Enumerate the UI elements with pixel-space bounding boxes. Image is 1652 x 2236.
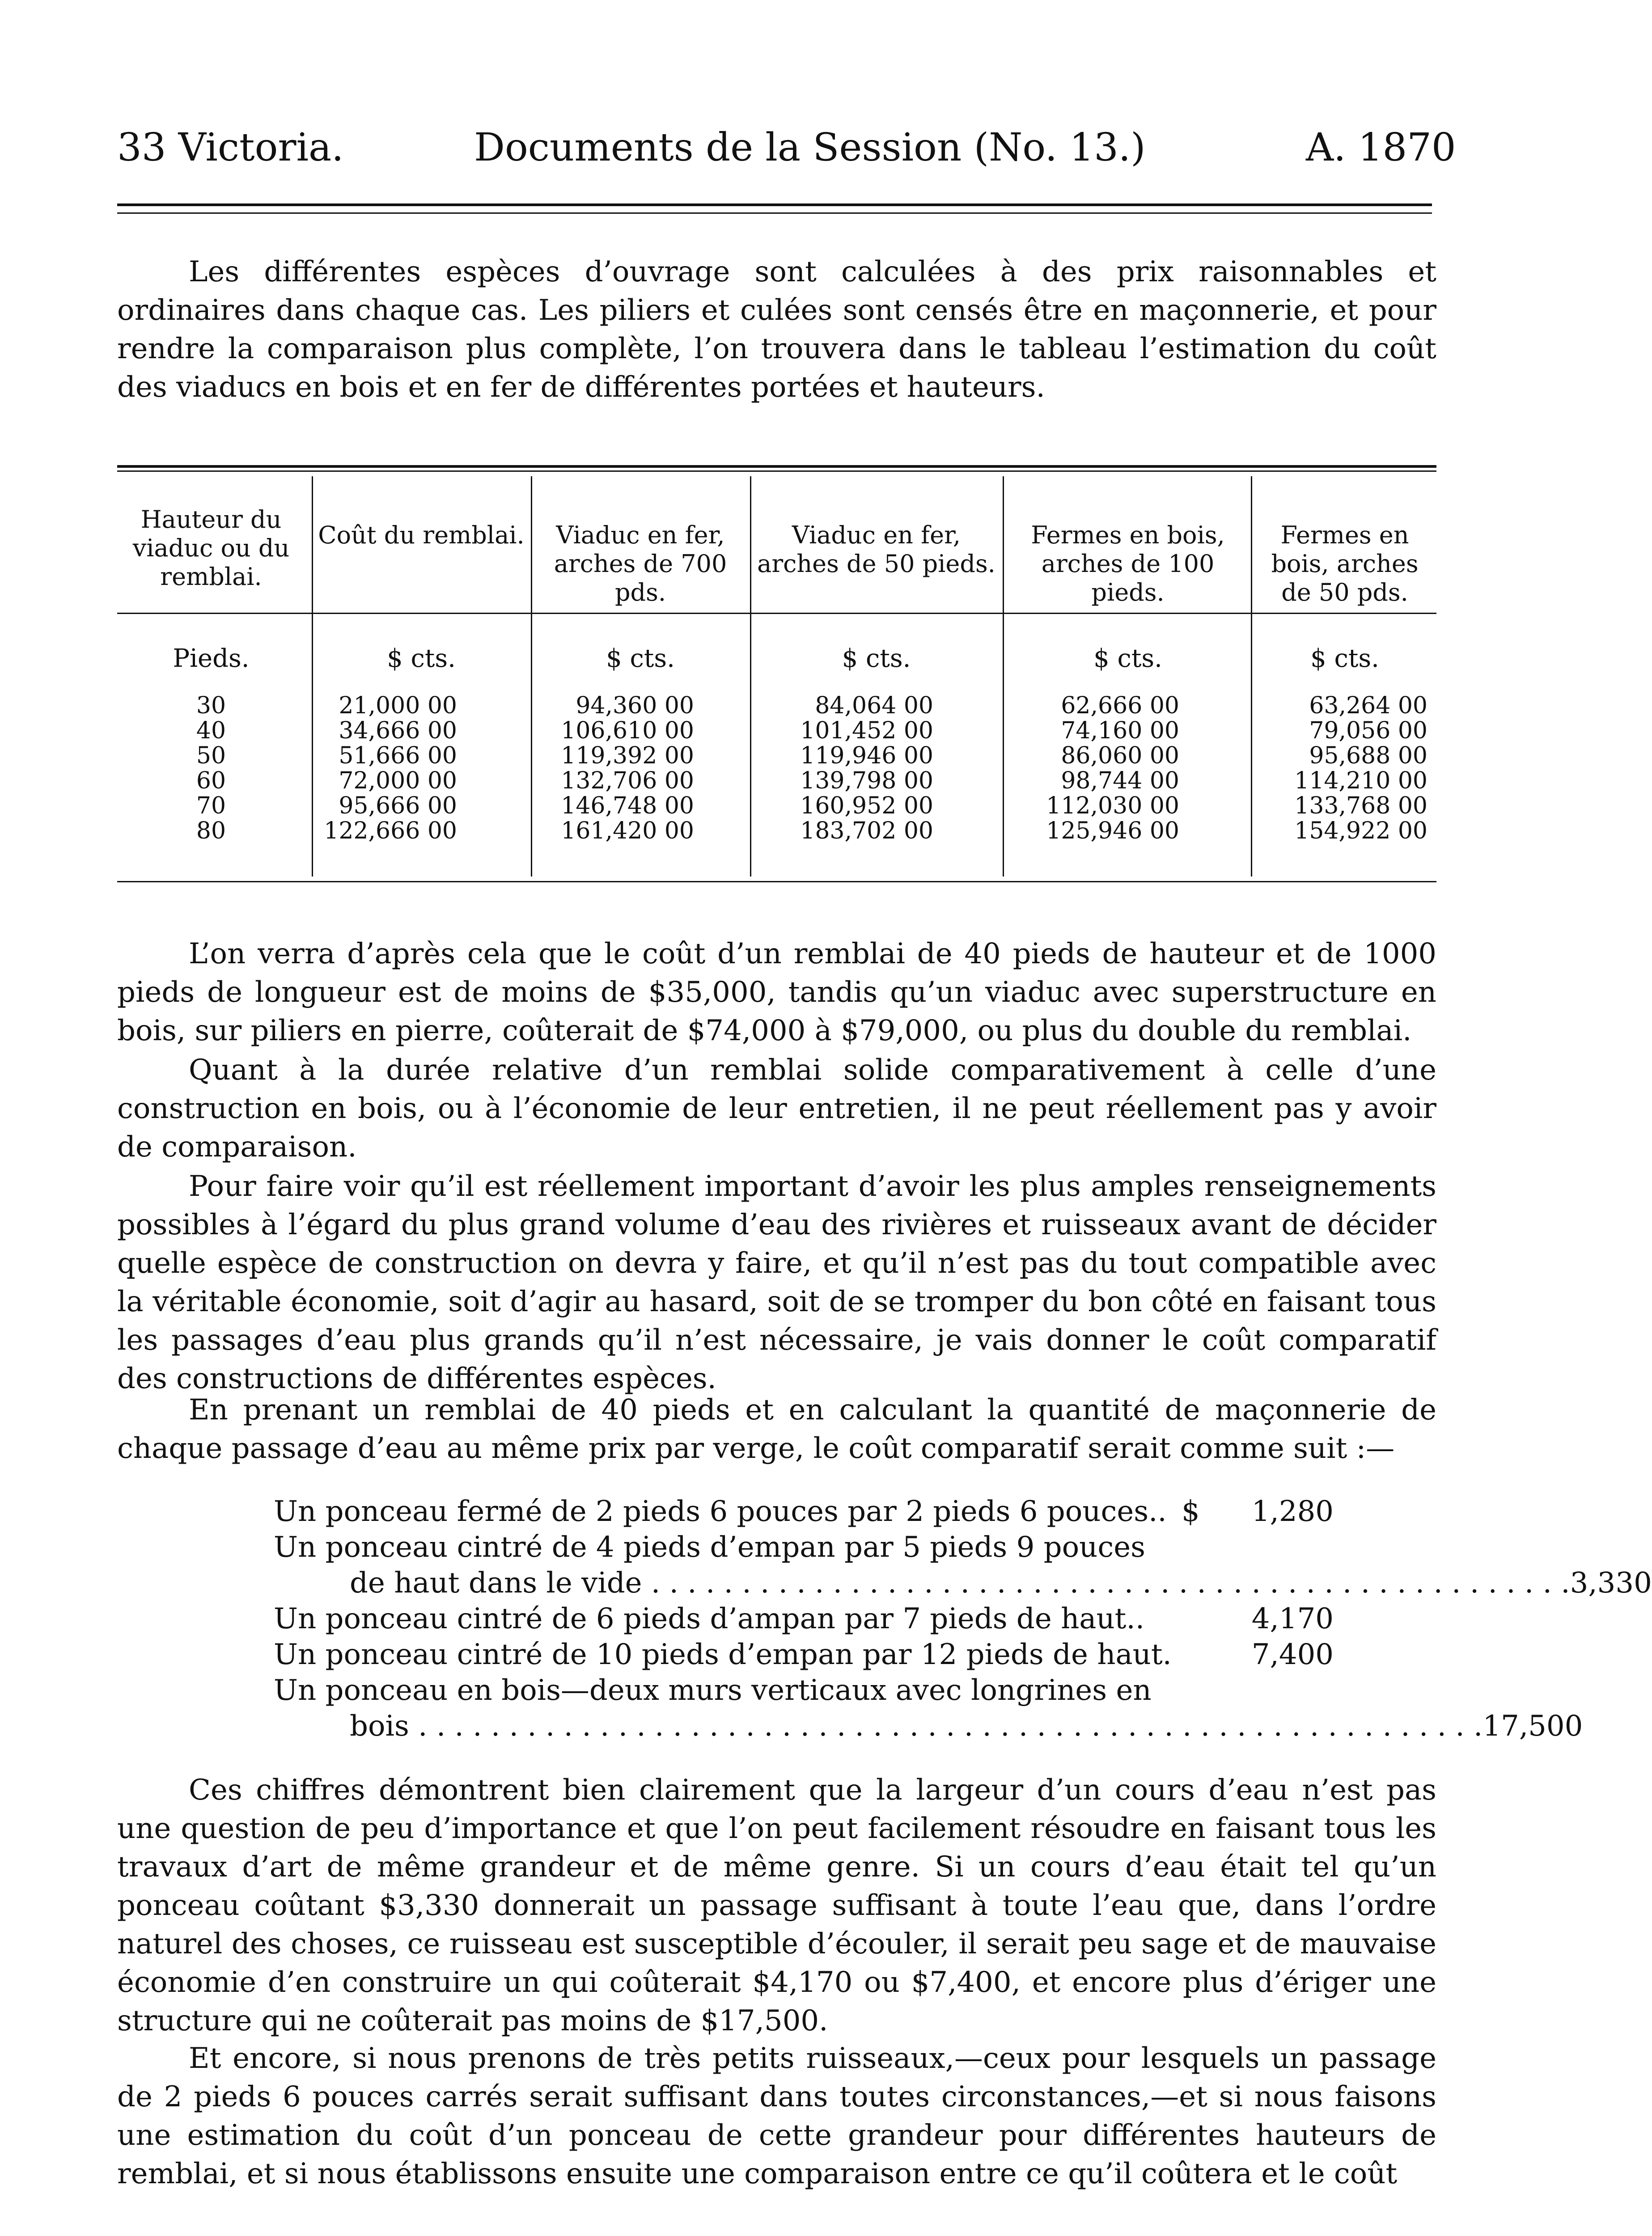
column-header-wood-50: Fermes en bois, arches de 50 pds. [1271, 521, 1419, 606]
cell-height: 40 [196, 717, 226, 744]
list-item-amount: 17,500 [1483, 1710, 1583, 1743]
column-divider [750, 476, 751, 877]
column-header-iron-50: Viaduc en fer, arches de 50 pieds. [757, 521, 995, 578]
cell-value: 122,666 00 [324, 817, 457, 844]
cell-value: 114,210 00 [1294, 767, 1427, 794]
column-header-wood-100: Fermes en bois, arches de 100 pieds. [1031, 521, 1225, 606]
cell-value: 51,666 00 [339, 742, 457, 769]
list-item-currency: $ [1182, 1495, 1200, 1528]
paragraph-6: Et encore, si nous prenons de très petits ruisseaux,—ceux pour lesquels un passage de 2 pieds 6 pouces carrés serait suffisant dans toutes circonstances,—et si nous faisons une estimation du coût d’un ponceau de cette grandeur pour différentes hauteurs de remblai, et si nous établissons ensuite une comparaison entre ce qu’il coûtera et le coût [117, 2042, 1436, 2190]
list-item [274, 1565, 1652, 1601]
list-item-amount: 3,330 [1570, 1567, 1652, 1600]
list-item-desc: Un ponceau cintré de 10 pieds d’empan par 12 pieds de haut. [274, 1638, 1172, 1671]
paragraph-3: Pour faire voir qu’il est réellement important d’avoir les plus amples renseignements possibles à l’égard du plus grand volume d’eau des rivières et ruisseaux avant de décider quelle espèce de construction on devra y faire, et qu’il n’est pas du tout compatible avec la véritable économie, soit d’agir au hasard, soit de se tromper du bon côté en faisant tous les passages d’eau plus grands qu’il n’est nécessaire, je vais donner le coût comparatif des constructions de différentes espèces. [117, 1170, 1436, 1395]
unit-label: $ cts. [606, 644, 675, 673]
list-item [274, 1637, 1334, 1673]
paragraph-1: L’on verra d’après cela que le coût d’un remblai de 40 pieds de hauteur et de 1000 pieds de longueur est de moins de $35,000, tandis qu’un viaduc avec superstructure en bois, sur piliers en pierre, coûterait de $74,000 à $79,000, ou plus du double du remblai. [117, 937, 1436, 1047]
cell-value: 63,264 00 [1309, 692, 1427, 719]
header-rule-thin [117, 212, 1432, 214]
column-header-embankment: Coût du remblai. [318, 521, 525, 549]
cell-value: 125,946 00 [1046, 817, 1179, 844]
cell-value: 101,452 00 [800, 717, 933, 744]
paragraph-4: En prenant un remblai de 40 pieds et en calculant la quantité de maçonnerie de chaque passage d’eau au même prix par verge, le coût comparatif serait comme suit :— [117, 1393, 1436, 1465]
cell-value: 34,666 00 [339, 717, 457, 744]
header-title: Documents de la Session (No. 13.) [474, 125, 1146, 170]
list-item-desc: Un ponceau fermé de 2 pieds 6 pouces par 2 pieds 6 pouces.. [274, 1495, 1167, 1528]
culvert-cost-list [274, 1494, 1652, 1744]
list-item [274, 1529, 1334, 1565]
column-divider [1003, 476, 1004, 877]
column-divider [1251, 476, 1252, 877]
list-item [274, 1601, 1334, 1637]
list-item-desc: Un ponceau cintré de 6 pieds d’ampan par 7 pieds de haut.. [274, 1602, 1145, 1635]
cell-value: 119,392 00 [561, 742, 694, 769]
cell-value: 146,748 00 [561, 792, 694, 819]
table-top-rule [117, 465, 1436, 468]
paragraph-5: Ces chiffres démontrent bien clairement que la largeur d’un cours d’eau n’est pas une question de peu d’importance et que l’on peut facilement résoudre en faisant tous les travaux d’art de même grandeur et de même genre. Si un cours d’eau était tel qu’un ponceau coûtant $3,330 donnerait un passage suffisant à toute l’eau que, dans l’ordre naturel des choses, ce ruisseau est susceptible d’écouler, il serait peu sage et de mauvaise économie d’en construire un qui coûterait $4,170 ou $7,400, et encore plus d’ériger une structure qui ne coûterait pas moins de $17,500. [117, 1774, 1436, 2037]
list-item-desc: Un ponceau en bois—deux murs verticaux avec longrines en [274, 1674, 1152, 1707]
cell-height: 70 [196, 792, 226, 819]
cell-value: 62,666 00 [1061, 692, 1179, 719]
unit-label: $ cts. [842, 644, 911, 673]
cell-value: 94,360 00 [576, 692, 694, 719]
intro-paragraph: Les différentes espèces d’ouvrage sont calculées à des prix raisonnables et ordinaires dans chaque cas. Les piliers et culées sont censés être en maçonnerie, et pour rendre la comparaison plus complète, l’on trouvera dans le tableau l’estimation du coût des viaducs en bois et en fer de différentes portées et hauteurs. [117, 255, 1436, 404]
cell-value: 95,688 00 [1309, 742, 1427, 769]
cell-value: 95,666 00 [339, 792, 457, 819]
column-divider [312, 476, 313, 877]
table-bottom-rule [117, 881, 1436, 882]
list-item-desc: Un ponceau cintré de 4 pieds d’empan par 5 pieds 9 pouces [274, 1531, 1145, 1564]
cell-value: 106,610 00 [561, 717, 694, 744]
cell-height: 60 [196, 767, 226, 794]
cell-value: 84,064 00 [815, 692, 933, 719]
list-item-amount: 4,170 [1251, 1602, 1334, 1635]
cell-value: 98,744 00 [1061, 767, 1179, 794]
unit-label: $ cts. [387, 644, 456, 673]
cell-value: 183,702 00 [800, 817, 933, 844]
column-header-iron-700: Viaduc en fer, arches de 700 pds. [554, 521, 727, 606]
cell-value: 154,922 00 [1294, 817, 1427, 844]
list-item-desc: bois . . . . . . . . . . . . . . . . . . . . . . . . . . . . . . . . . . . . . . . . . . . . . . . . . . . . . . . . . . . [350, 1710, 1483, 1743]
cell-value: 160,952 00 [800, 792, 933, 819]
cell-value: 132,706 00 [561, 767, 694, 794]
cell-value: 161,420 00 [561, 817, 694, 844]
header-year: A. 1870 [1306, 125, 1456, 170]
cell-value: 21,000 00 [339, 692, 457, 719]
unit-label: $ cts. [1310, 644, 1379, 673]
paragraph-2: Quant à la durée relative d’un remblai solide comparativement à celle d’une construction en bois, ou à l’économie de leur entretien, il ne peut réellement pas y avoir de comparaison. [117, 1054, 1436, 1164]
header-left: 33 Victoria. [117, 125, 344, 170]
cell-value: 72,000 00 [339, 767, 457, 794]
cell-height: 50 [196, 742, 226, 769]
cell-value: 112,030 00 [1046, 792, 1179, 819]
header-rule-thick [117, 203, 1432, 206]
cell-height: 80 [196, 817, 226, 844]
cell-height: 30 [196, 692, 226, 719]
list-item [274, 1708, 1583, 1744]
cell-value: 139,798 00 [800, 767, 933, 794]
list-item [274, 1673, 1334, 1708]
table-top-rule-thin [117, 470, 1436, 472]
unit-label: Pieds. [173, 644, 250, 673]
cell-value: 119,946 00 [800, 742, 933, 769]
unit-label: $ cts. [1093, 644, 1162, 673]
cell-value: 79,056 00 [1309, 717, 1427, 744]
cell-value: 74,160 00 [1061, 717, 1179, 744]
list-item-desc: de haut dans le vide . . . . . . . . . . . . . . . . . . . . . . . . . . . . . . . . . . . . . . . . . . . . . . . . . . . [350, 1567, 1570, 1600]
list-item-amount: 7,400 [1251, 1638, 1334, 1671]
list-item-amount: 1,280 [1251, 1495, 1334, 1528]
table-header-rule [117, 613, 1436, 614]
list-item [274, 1494, 1334, 1529]
cell-value: 86,060 00 [1061, 742, 1179, 769]
column-divider [531, 476, 532, 877]
column-header-height: Hauteur du viaduc ou du remblai. [132, 505, 290, 591]
cell-value: 133,768 00 [1294, 792, 1427, 819]
